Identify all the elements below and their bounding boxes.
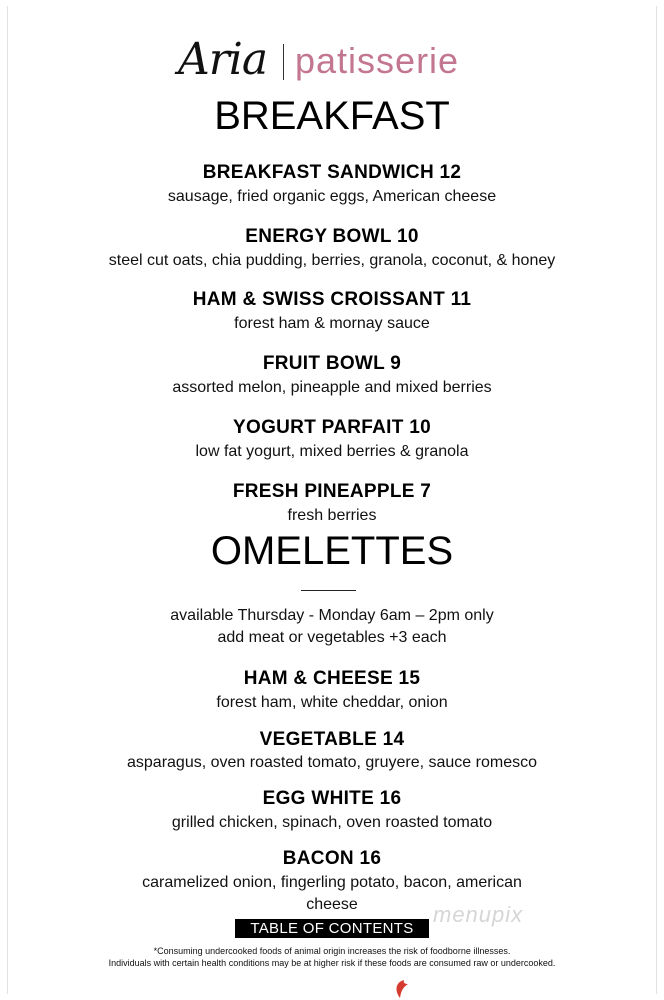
menu-item-desc: asparagus, oven roasted tomato, gruyere, sauce romesco xyxy=(127,754,537,771)
menu-item-desc: assorted melon, pineapple and mixed berries xyxy=(172,379,492,396)
menu-item-desc-cont: cheese xyxy=(306,896,358,913)
menu-item-name: YOGURT PARFAIT 10 xyxy=(233,417,431,438)
section-divider xyxy=(301,590,356,591)
availability-note: available Thursday - Monday 6am – 2pm only xyxy=(170,607,494,624)
omelettes-heading: OMELETTES xyxy=(210,529,454,573)
watermark: menupix xyxy=(433,902,524,927)
menu-item-desc: fresh berries xyxy=(287,507,377,524)
menu-item-name: BREAKFAST SANDWICH 12 xyxy=(202,162,462,183)
menu-item-name: BACON 16 xyxy=(282,848,382,869)
brand-name: Aria xyxy=(178,34,268,85)
menu-item-desc: sausage, fried organic eggs, American cheese xyxy=(167,188,497,205)
disclaimer-line: *Consuming undercooked foods of animal origin increases the risk of foodborne illnesses. xyxy=(153,946,511,956)
breakfast-heading: BREAKFAST xyxy=(214,94,450,138)
menu-item-desc: forest ham & mornay sauce xyxy=(234,315,430,332)
menu-item-desc: low fat yogurt, mixed berries & granola xyxy=(195,443,469,460)
menu-item-name: FRESH PINEAPPLE 7 xyxy=(232,481,432,502)
menu-item-desc: caramelized onion, fingerling potato, bacon, american xyxy=(142,874,522,891)
menu-item-desc: forest ham, white cheddar, onion xyxy=(216,694,448,711)
table-of-contents-link[interactable]: TABLE OF CONTENTS xyxy=(235,919,429,938)
menu-item-name: VEGETABLE 14 xyxy=(259,729,405,750)
menu-item-name: HAM & SWISS CROISSANT 11 xyxy=(192,289,472,310)
menu-item-desc: steel cut oats, chia pudding, berries, granola, coconut, & honey xyxy=(108,252,556,269)
addon-note: add meat or vegetables +3 each xyxy=(217,629,447,646)
disclaimer-line: Individuals with certain health conditions may be at higher risk if these foods are consumed raw or undercooked. xyxy=(108,958,556,968)
menu-item-desc: grilled chicken, spinach, oven roasted tomato xyxy=(171,814,493,831)
menu-item-name: EGG WHITE 16 xyxy=(262,788,402,809)
brand-subtitle: patisserie xyxy=(295,40,460,81)
menu-item-name: ENERGY BOWL 10 xyxy=(245,226,419,247)
menu-item-name: FRUIT BOWL 9 xyxy=(262,353,402,374)
menu-item-name: HAM & CHEESE 15 xyxy=(243,668,421,689)
logo-divider xyxy=(283,44,284,80)
brand-flourish-icon xyxy=(390,978,414,1000)
